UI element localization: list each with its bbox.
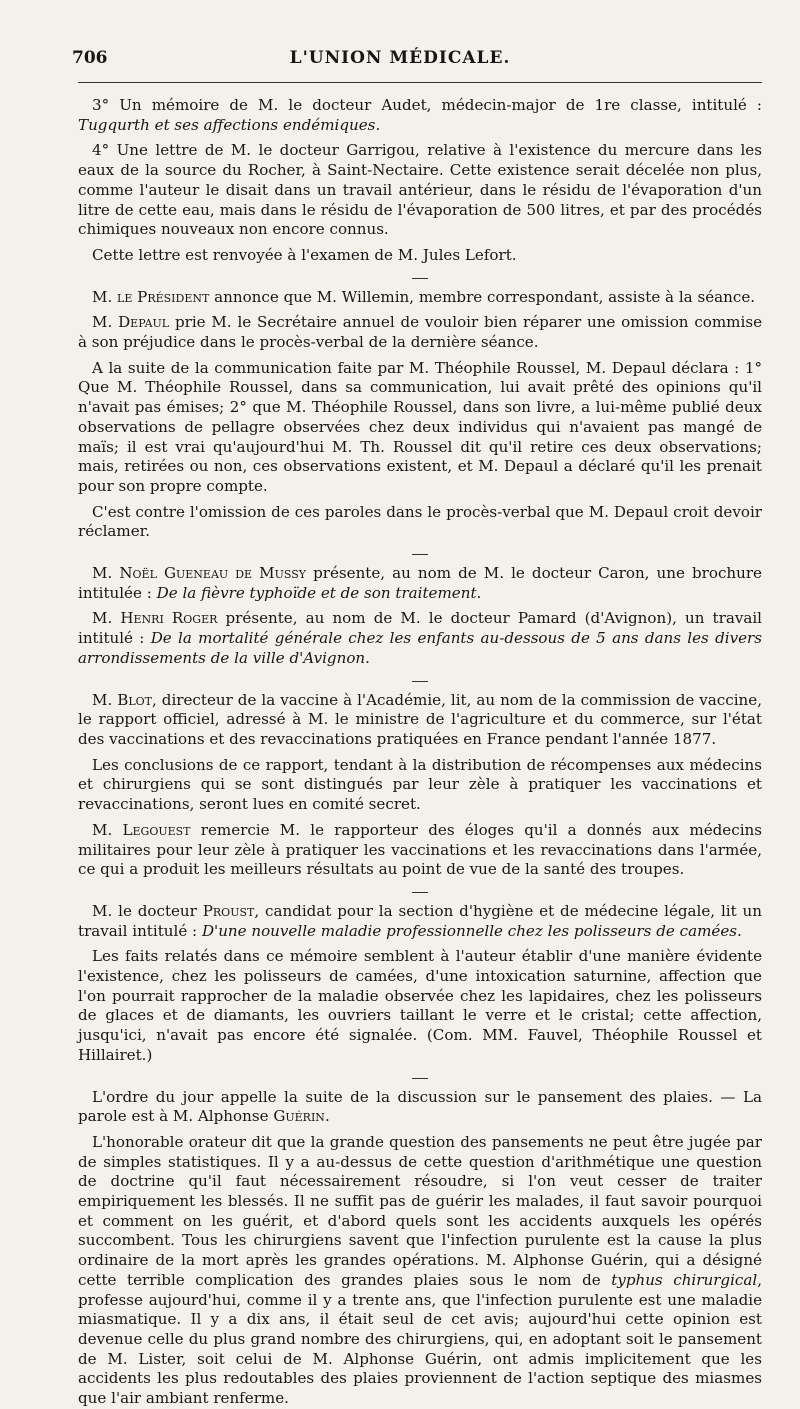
section-divider bbox=[412, 681, 428, 682]
ordre-du-jour: L'ordre du jour appelle la suite de la discussion sur le pansement des plaies. — La parole est à M. Alphonse Guérin. bbox=[78, 1087, 762, 1126]
section-divider bbox=[412, 278, 428, 279]
depaul-request: M. Depaul prie M. le Secrétaire annuel de vouloir bien réparer une omission commise à son préjudice dans le procès-verbal de la dernière séance. bbox=[78, 313, 763, 352]
item-3-memoire: 3° Un mémoire de M. le docteur Audet, médecin-major de 1re classe, intitulé : Tugqurth et ses affections endémiques. bbox=[78, 96, 762, 134]
roger-presentation: M. Henri Roger présente, au nom de M. le docteur Pamard (d'Avignon), un travail intitulé : De la mortalité générale chez les enfants au-dessous de 5 ans dans les divers arrondissements de la ville d'Avignon. bbox=[78, 609, 762, 667]
section-divider bbox=[412, 554, 428, 555]
depaul-reclamation: C'est contre l'omission de ces paroles dans le procès-verbal que M. Depaul croit devoir réclamer. bbox=[78, 502, 762, 541]
proust-conclusions: Les faits relatés dans ce mémoire semblent à l'auteur établir d'une manière évidente l'existence, chez les polisseurs de camées, d'une intoxication saturnine, affection que l'on pourrait rapprocher de la maladie observée chez les lapidaires, chez les polisseurs de glaces et de diamants, les ouvriers taillant le verre et le cristal; cette affection, jusqu'ici, n'avait pas encore été signalée. (Com. MM. Fauvel, Théophile Roussel et Hillairet.) bbox=[78, 947, 762, 1064]
header-rule bbox=[78, 82, 762, 83]
item-4-lettre: 4° Une lettre de M. le docteur Garrigou, relative à l'existence du mercure dans les eaux de la source du Rocher, à Saint-Nectaire. Cette existence serait décelée non plus, comme l'auteur le disait dans un travail antérieur, dans le résidu de l'évaporation d'un litre de cette eau, mais dans le résidu de l'évaporation de 500 litres, et par des procédés chimiques nouveaux non encore connus. bbox=[78, 141, 762, 239]
proust-lecture: M. le docteur Proust, candidat pour la section d'hygiène et de médecine légale, lit un travail intitulé : D'une nouvelle maladie professionnelle chez les polisseurs de camées. bbox=[78, 901, 762, 940]
blot-rapport: M. Blot, directeur de la vaccine à l'Académie, lit, au nom de la commission de vaccine, le rapport officiel, adressé à M. le ministre de l'agriculture et du commerce, sur l'état des vaccinations et des revaccinations pratiquées en France pendant l'année 1877. bbox=[78, 690, 762, 748]
rapport-conclusions: Les conclusions de ce rapport, tendant à la distribution de récompenses aux médecins et chirurgiens qui se sont distingués par leur zèle à pratiquer les vaccinations et revaccinations, seront lues en comité secret. bbox=[78, 755, 762, 814]
guerin-discours: L'honorable orateur dit que la grande question des pansements ne peut être jugée par de simples statistiques. Il y a au-dessus de cette question d'arithmétique une question de doctrine qu'il faut nécessairement résoudre, si l'on veut cesser de traiter empiriquement les blessés. Il ne suffit pas de guérir les malades, il faut savoir pourquoi et comment on les guérit, et d'abord quels sont les accidents auxquels les opérés succombent. Tous les chirurgiens savent que l'infection purulente est la cause la plus ordinaire de la mort après les grandes opérations. M. Alphonse Guérin, qui a désigné cette terrible complication des grandes plaies sous le nom de typhus chirurgical, professe aujourd'hui, comme il y a trente ans, que l'infection purulente est une maladie miasmatique. Il y a dix ans, il était seul de cet avis; aujourd'hui cette opinion est devenue celle du plus grand nombre des chirurgiens, qui, en adoptant soit le pansement de M. Lister, soit celui de M. Alphonse Guérin, ont admis implicitement que les accidents les plus redoutables des plaies proviennent de l'action septique des miasmes que l'air ambiant renferme. bbox=[78, 1132, 762, 1408]
page-number: 706 bbox=[72, 48, 108, 68]
lettre-renvoi: Cette lettre est renvoyée à l'examen de M. Jules Lefort. bbox=[92, 245, 517, 264]
legouest-remerciement: M. Legouest remercie M. le rapporteur des éloges qu'il a donnés aux médecins militaires pour leur zèle à pratiquer les vaccinations et les revaccinations dans l'armée, ce qui a produit les meilleurs résultats au point de vue de la santé des troupes. bbox=[78, 820, 762, 879]
article-body bbox=[78, 96, 762, 1409]
section-divider bbox=[412, 1078, 428, 1079]
journal-title: L'UNION MÉDICALE. bbox=[289, 48, 511, 68]
depaul-declaration: A la suite de la communication faite par M. Théophile Roussel, M. Depaul déclara : 1° Que M. Théophile Roussel, dans sa communication, lui avait prêté des opinions qu'il n'avait pas émises; 2° que M. Théophile Roussel, dans son livre, a lui-même publié deux observations de pellagre observées chez deux individus qui n'avaient pas mangé de maïs; il est vrai qu'aujourd'hui M. Th. Roussel dit qu'il retire ces deux observations; mais, retirées ou non, ces observations existent, et M. Depaul a déclaré qu'il les prenait pour son propre compte. bbox=[78, 358, 762, 495]
section-divider bbox=[412, 892, 428, 893]
gueneau-presentation: M. Noël Gueneau de Mussy présente, au nom de M. le docteur Caron, une brochure intitulée : De la fièvre typhoïde et de son traitement. bbox=[78, 564, 762, 602]
page-header bbox=[72, 48, 728, 76]
president-announcement: M. le Président annonce que M. Willemin, membre correspondant, assiste à la séance. bbox=[92, 287, 756, 306]
